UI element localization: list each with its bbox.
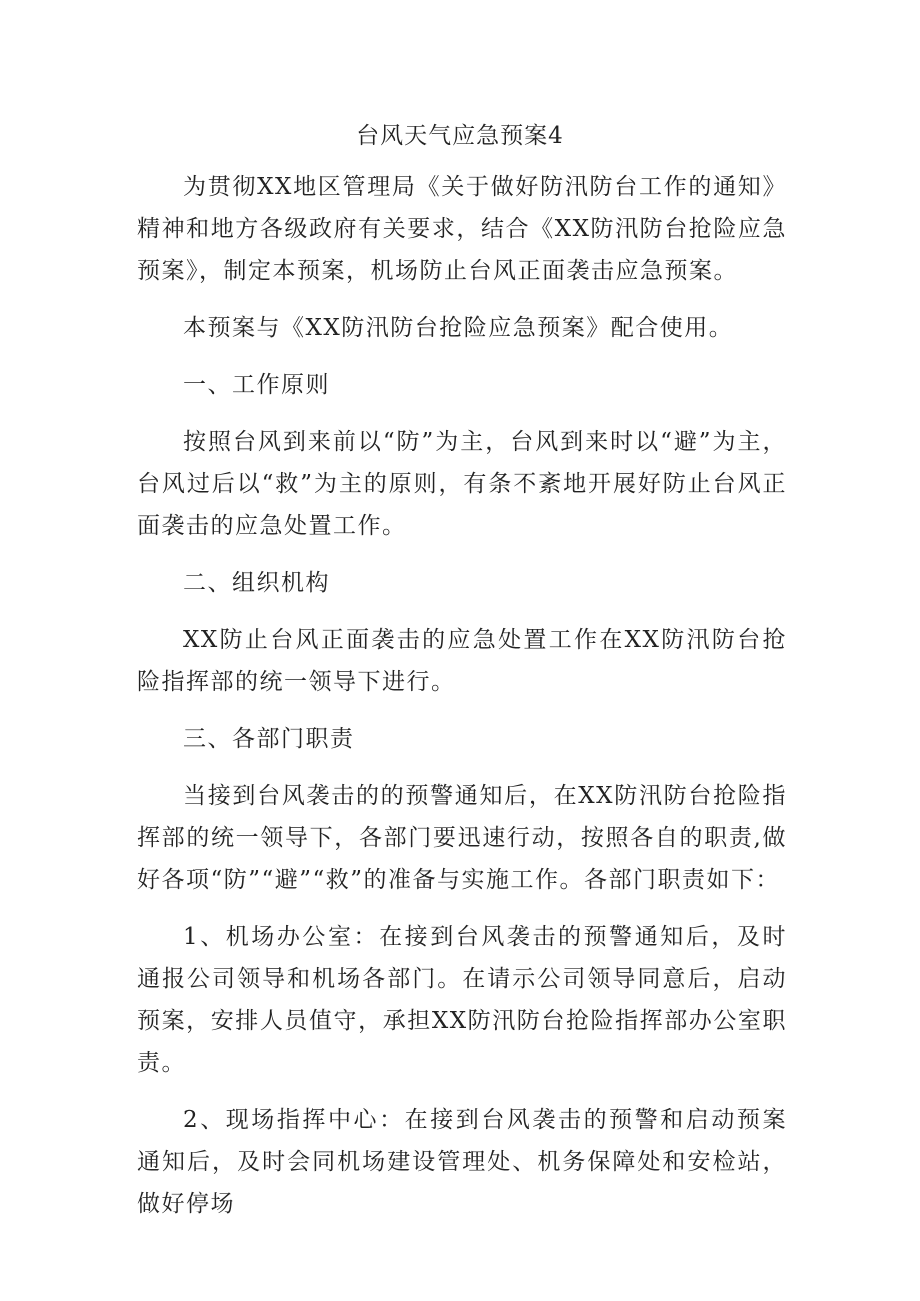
paragraph-organization: XX防止台风正面袭击的应急处置工作在XX防汛防台抢险指挥部的统一领导下进行。 xyxy=(137,627,787,695)
paragraph-duties-intro: 当接到台风袭击的的预警通知后，在XX防汛防台抢险指挥部的统一领导下，各部门要迅速行动，按照各自的职责,做好各项“防”“避”“救”的准备与实施工作。各部门职责如下： xyxy=(137,783,787,893)
paragraph-principles: 按照台风到来前以“防”为主，台风到来时以“避”为主，台风过后以“救”为主的原则，有条不紊地开展好防止台风正面袭击的应急处置工作。 xyxy=(137,429,787,539)
paragraph-duty-command-center: 2、现场指挥中心：在接到台风袭击的预警和启动预案通知后，及时会同机场建设管理处、机务保障处和安检站，做好停场 xyxy=(137,1107,787,1217)
paragraph-usage: 本预案与《XX防汛防台抢险应急预案》配合使用。 xyxy=(183,315,734,341)
section-heading-duties: 三、各部门职责 xyxy=(183,726,355,752)
paragraph-duty-office: 1、机场办公室：在接到台风袭击的预警通知后，及时通报公司领导和机场各部门。在请示公司领导同意后，启动预案，安排人员值守，承担XX防汛防台抢险指挥部办公室职责。 xyxy=(137,924,787,1076)
section-heading-organization: 二、组织机构 xyxy=(183,570,330,596)
document-body xyxy=(137,166,787,1240)
document-title: 台风天气应急预案4 xyxy=(356,123,564,149)
paragraph-intro: 为贯彻XX地区管理局《关于做好防汛防台工作的通知》精神和地方各级政府有关要求，结合《XX防汛防台抢险应急预案》，制定本预案，机场防止台风正面袭击应急预案。 xyxy=(137,174,787,284)
section-heading-principles: 一、工作原则 xyxy=(183,372,330,398)
